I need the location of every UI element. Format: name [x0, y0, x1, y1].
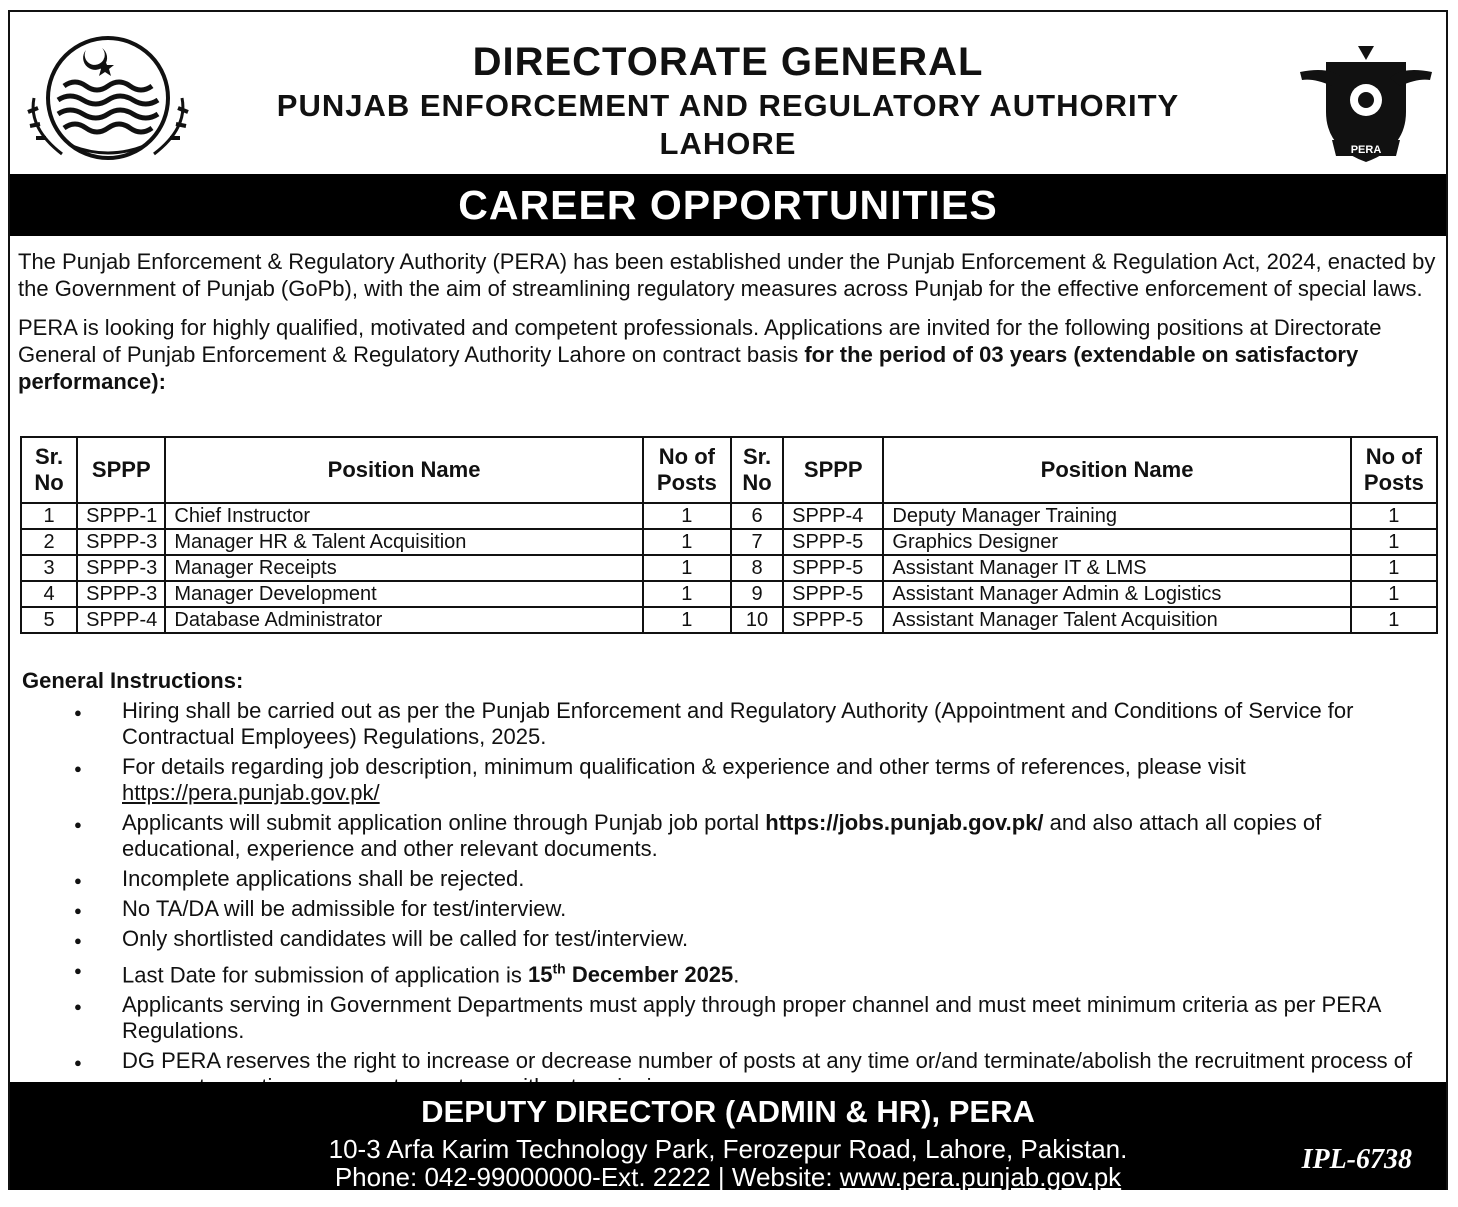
posts-count: 1 — [643, 529, 731, 555]
instruction-list — [22, 698, 1442, 1100]
instruction-item: ● No TA/DA will be admissible for test/interview. — [122, 896, 1442, 922]
footer-contact — [10, 1162, 1446, 1193]
sr-no: 9 — [731, 581, 783, 607]
pera-logo-label: PERA — [1350, 144, 1382, 156]
advertisement-frame — [8, 10, 1448, 1190]
intro-section — [18, 248, 1438, 407]
position-name: Manager HR & Talent Acquisition — [165, 529, 642, 555]
pera-website-link[interactable]: https://pera.punjab.gov.pk/ — [122, 780, 380, 805]
posts-count: 1 — [1351, 581, 1437, 607]
general-instructions-title: General Instructions: — [22, 668, 244, 693]
posts-count: 1 — [643, 503, 731, 529]
position-name: Database Administrator — [165, 607, 642, 633]
sppp-grade: SPPP-4 — [783, 503, 883, 529]
footer-phone: Phone: 042-99000000-Ext. 2222 | Website: — [334, 1162, 833, 1192]
last-date: 15th December 2025 — [528, 961, 734, 988]
position-name: Assistant Manager Admin & Logistics — [883, 581, 1350, 607]
instruction-item: ● Incomplete applications shall be rejected. — [122, 866, 1442, 892]
instruction-item — [122, 754, 1442, 806]
pera-logo — [1296, 32, 1436, 168]
position-name: Deputy Manager Training — [883, 503, 1350, 529]
sr-no: 5 — [21, 607, 77, 633]
position-name: Assistant Manager Talent Acquisition — [883, 607, 1350, 633]
header-sr-no: Sr. No — [731, 437, 783, 503]
sr-no: 4 — [21, 581, 77, 607]
sppp-grade: SPPP-5 — [783, 607, 883, 633]
footer-title: DEPUTY DIRECTOR (ADMIN & HR), PERA — [421, 1094, 1035, 1129]
posts-count: 1 — [643, 555, 731, 581]
header-no-of-posts: No of Posts — [1351, 437, 1437, 503]
header-authority: PUNJAB ENFORCEMENT AND REGULATORY AUTHORITY — [276, 88, 1180, 123]
positions-table — [20, 436, 1438, 634]
header-position-name: Position Name — [165, 437, 642, 503]
career-opportunities-banner: CAREER OPPORTUNITIES — [10, 174, 1446, 236]
table-row — [21, 555, 1437, 581]
sppp-grade: SPPP-3 — [77, 581, 165, 607]
sppp-grade: SPPP-1 — [77, 503, 165, 529]
table-row — [21, 581, 1437, 607]
header — [10, 12, 1446, 174]
intro-paragraph-2-text: PERA is looking for highly qualified, motivated and competent professionals. Applications are invited for the following positions at Directorate General of Punjab Enforcement & Regulatory Authority Lahore on contract basis — [18, 315, 1382, 367]
header-sppp: SPPP — [783, 437, 883, 503]
table-row — [21, 607, 1437, 633]
general-instructions — [22, 668, 1442, 1104]
instruction-item: ● Only shortlisted candidates will be called for test/interview. — [122, 926, 1442, 952]
header-city: LAHORE — [659, 126, 797, 161]
sr-no: 2 — [21, 529, 77, 555]
ipl-reference: IPL-6738 — [1301, 1144, 1412, 1175]
instruction-item: ● Applicants serving in Government Departments must apply through proper channel and must meet minimum criteria as per PERA Regulations. — [122, 992, 1442, 1044]
sppp-grade: SPPP-5 — [783, 555, 883, 581]
posts-count: 1 — [643, 581, 731, 607]
intro-paragraph-1: The Punjab Enforcement & Regulatory Authority (PERA) has been established under the Punjab Enforcement & Regulation Act, 2024, enacted by the Government of Punjab (GoPb), with the aim of streamlining regulatory measures across Punjab for the effective enforcement of special laws. — [18, 249, 1436, 301]
posts-count: 1 — [1351, 529, 1437, 555]
header-no-of-posts: No of Posts — [643, 437, 731, 503]
instruction-text: For details regarding job description, minimum qualification & experience and other terms of references, please visit — [122, 754, 1246, 779]
footer-address: 10-3 Arfa Karim Technology Park, Ferozepur Road, Lahore, Pakistan. — [328, 1134, 1128, 1164]
table-header-row — [21, 437, 1437, 503]
sr-no: 7 — [731, 529, 783, 555]
footer-website-link[interactable]: www.pera.punjab.gov.pk — [839, 1162, 1122, 1192]
position-name: Manager Development — [165, 581, 642, 607]
instruction-text: Applicants will submit application online through Punjab job portal — [122, 810, 760, 835]
sr-no: 1 — [21, 503, 77, 529]
sr-no: 8 — [731, 555, 783, 581]
jobs-portal-link[interactable]: https://jobs.punjab.gov.pk/ — [765, 810, 1044, 835]
contract-period: for the period of 03 years (extendable on satisfactory performance): — [18, 342, 1359, 394]
instruction-item — [122, 810, 1442, 862]
instruction-text: Last Date for submission of application is — [122, 962, 522, 988]
sppp-grade: SPPP-3 — [77, 529, 165, 555]
table-row — [21, 503, 1437, 529]
header-sppp: SPPP — [77, 437, 165, 503]
instruction-item: ● DG PERA reserves the right to increase or decrease number of posts at any time or/and terminate/abolish the recruitment process of — [122, 1048, 1442, 1100]
instruction-text: and also attach all copies of educational, experience and other relevant documents. — [122, 810, 1322, 861]
instruction-item: ● Hiring shall be carried out as per the Punjab Enforcement and Regulatory Authority (Appointment and Conditions of Service for Contractual Employees) Regulations, 2025. — [122, 698, 1442, 750]
footer — [10, 1082, 1446, 1190]
header-sr-no: Sr. No — [21, 437, 77, 503]
sr-no: 3 — [21, 555, 77, 581]
posts-count: 1 — [1351, 607, 1437, 633]
sppp-grade: SPPP-3 — [77, 555, 165, 581]
instruction-item: ● Last Date for submission of application is 15th December 2025. — [122, 956, 1442, 988]
sr-no: 6 — [731, 503, 783, 529]
header-title: DIRECTORATE GENERAL — [472, 40, 984, 84]
intro-paragraph-2 — [18, 314, 1438, 395]
position-name: Chief Instructor — [165, 503, 642, 529]
posts-count: 1 — [1351, 503, 1437, 529]
sppp-grade: SPPP-4 — [77, 607, 165, 633]
position-name: Graphics Designer — [883, 529, 1350, 555]
position-name: Manager Receipts — [165, 555, 642, 581]
position-name: Assistant Manager IT & LMS — [883, 555, 1350, 581]
table-row — [21, 529, 1437, 555]
header-position-name: Position Name — [883, 437, 1350, 503]
posts-count: 1 — [643, 607, 731, 633]
sr-no: 10 — [731, 607, 783, 633]
sppp-grade: SPPP-5 — [783, 529, 883, 555]
sppp-grade: SPPP-5 — [783, 581, 883, 607]
posts-count: 1 — [1351, 555, 1437, 581]
